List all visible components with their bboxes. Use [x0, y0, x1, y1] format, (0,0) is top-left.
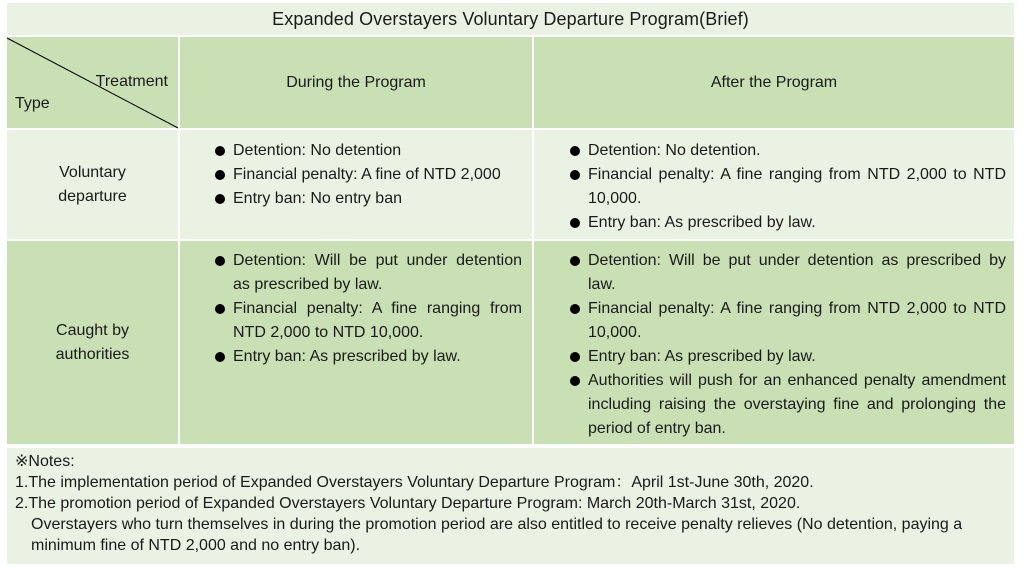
row-caught-type-label: Caught by authorities — [55, 321, 130, 363]
list-item: Financial penalty: A fine ranging from NTD 2,000 to NTD 10,000. — [211, 297, 522, 345]
row-caught-during-cell — [180, 241, 534, 446]
list-item: Entry ban: As prescribed by law. — [566, 211, 1006, 235]
header-corner-cell — [7, 37, 180, 130]
list-item: Financial penalty: A fine of NTD 2,000 — [211, 163, 522, 187]
list-item: Financial penalty: A fine ranging from NTD 2,000 to NTD 10,000. — [566, 297, 1006, 345]
notes-line-2: 2.The promotion period of Expanded Overstayers Voluntary Departure Program: March 20th-March 31st, 2020. — [15, 495, 801, 512]
header-during-cell — [180, 37, 534, 130]
notes-heading: ※Notes: — [15, 453, 75, 470]
notes-section — [7, 448, 1014, 564]
list-item: Detention: Will be put under detention as prescribed by law. — [566, 249, 1006, 297]
list-item: Entry ban: As prescribed by law. — [211, 345, 522, 369]
header-after-label: After the Program — [710, 73, 838, 91]
row-voluntary-after-list — [566, 139, 1006, 235]
table-title-text: Expanded Overstayers Voluntary Departure Program(Brief) — [272, 8, 749, 29]
header-type-label: Type — [15, 95, 50, 112]
list-item: Detention: No detention — [211, 139, 522, 163]
header-during-label: During the Program — [286, 73, 426, 91]
list-item: Authorities will push for an enhanced penalty amendment including raising the overstaying fine and prolonging the period of entry ban. — [566, 369, 1006, 441]
list-item: Financial penalty: A fine ranging from NTD 2,000 to NTD 10,000. — [566, 163, 1006, 211]
row-voluntary-after-cell — [534, 130, 1014, 241]
row-caught-type-cell — [7, 241, 180, 446]
header-treatment-label: Treatment — [95, 73, 168, 90]
row-caught-after-cell — [534, 241, 1014, 446]
list-item: Detention: No detention. — [566, 139, 1006, 163]
row-voluntary-during-cell — [180, 130, 534, 241]
notes-line-1: 1.The implementation period of Expanded Overstayers Voluntary Departure Program：April 1st-June 30th, 2020. — [15, 474, 814, 491]
list-item: Entry ban: As prescribed by law. — [566, 345, 1006, 369]
notes-line-3: Overstayers who turn themselves in during the promotion period are also entitled to receive penalty relieves (No detention, paying a minimum fine of NTD 2,000 and no entry ban). — [31, 516, 963, 554]
header-after-cell — [534, 37, 1014, 130]
row-caught-during-list — [211, 249, 522, 369]
row-voluntary-during-list — [211, 139, 522, 211]
table-title — [7, 3, 1014, 37]
row-voluntary-type-label: Voluntary departure — [58, 163, 127, 205]
list-item: Detention: Will be put under detention as prescribed by law. — [211, 249, 522, 297]
row-caught-after-list — [566, 249, 1006, 441]
row-voluntary-type-cell — [7, 130, 180, 241]
list-item: Entry ban: No entry ban — [211, 187, 522, 211]
